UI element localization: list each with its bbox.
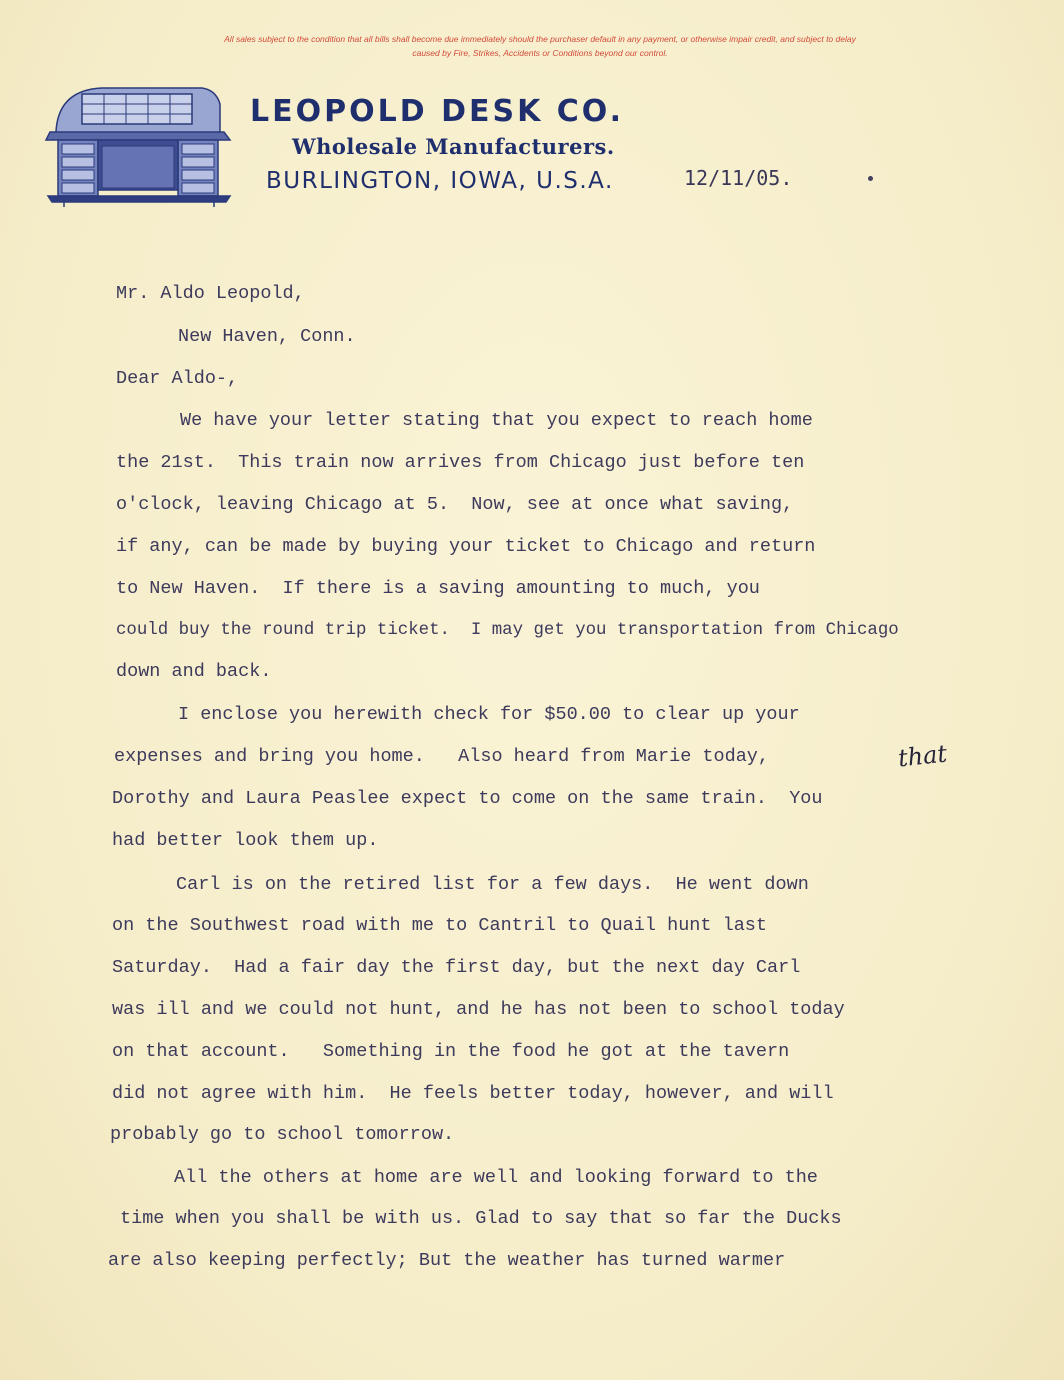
body-line: We have your letter stating that you expect to reach home [180,410,813,431]
body-line: I enclose you herewith check for $50.00 to clear up your [178,704,800,725]
body-line: down and back. [116,661,272,682]
salutation: Dear Aldo-, [116,368,239,389]
body-line: had better look them up. [112,830,379,851]
body-line: probably go to school tomorrow. [110,1124,455,1145]
body-line: are also keeping perfectly; But the weather has turned warmer [108,1250,786,1271]
company-tagline: Wholesale Manufacturers. [292,134,615,159]
terms-notice [110,32,970,60]
company-name: LEOPOLD DESK CO. [250,94,625,129]
body-line: the 21st. This train now arrives from Chicago just before ten [116,452,805,473]
body-line: expenses and bring you home. Also heard from Marie today, [114,746,770,767]
terms-notice-line-1: All sales subject to the condition that all bills shall become due immediately should the purchaser default in any payment, or otherwise impair credit, and subject to delay [224,34,856,44]
body-line: Saturday. Had a fair day the first day, but the next day Carl [112,957,801,978]
address-line: Mr. Aldo Leopold, [116,283,305,304]
body-line: did not agree with him. He feels better today, however, and will [112,1083,834,1104]
terms-notice-line-2: caused by Fire, Strikes, Accidents or Conditions beyond our control. [412,48,668,58]
ink-dot [868,176,873,181]
body-line: on that account. Something in the food he got at the tavern [112,1041,790,1062]
body-line: All the others at home are well and looking forward to the [174,1167,818,1188]
body-line: Dorothy and Laura Peaslee expect to come on the same train. You [112,788,823,809]
body-line: if any, can be made by buying your ticket to Chicago and return [116,536,816,557]
company-location: BURLINGTON, IOWA, U.S.A. [266,168,614,194]
body-line: Carl is on the retired list for a few days. He went down [176,874,809,895]
address-line: New Haven, Conn. [178,326,356,347]
body-line: to New Haven. If there is a saving amounting to much, you [116,578,760,599]
body-line: on the Southwest road with me to Cantril to Quail hunt last [112,915,768,936]
body-line: was ill and we could not hunt, and he has not been to school today [112,999,845,1020]
handwritten-insert: that [896,739,949,773]
body-line: could buy the round trip ticket. I may get you transportation from Chicago [116,621,899,640]
letter-date: 12/11/05. [684,166,793,190]
body-line: time when you shall be with us. Glad to say that so far the Ducks [120,1208,842,1229]
rolltop-desk-logo [44,84,234,209]
body-line: o'clock, leaving Chicago at 5. Now, see at once what saving, [116,494,794,515]
